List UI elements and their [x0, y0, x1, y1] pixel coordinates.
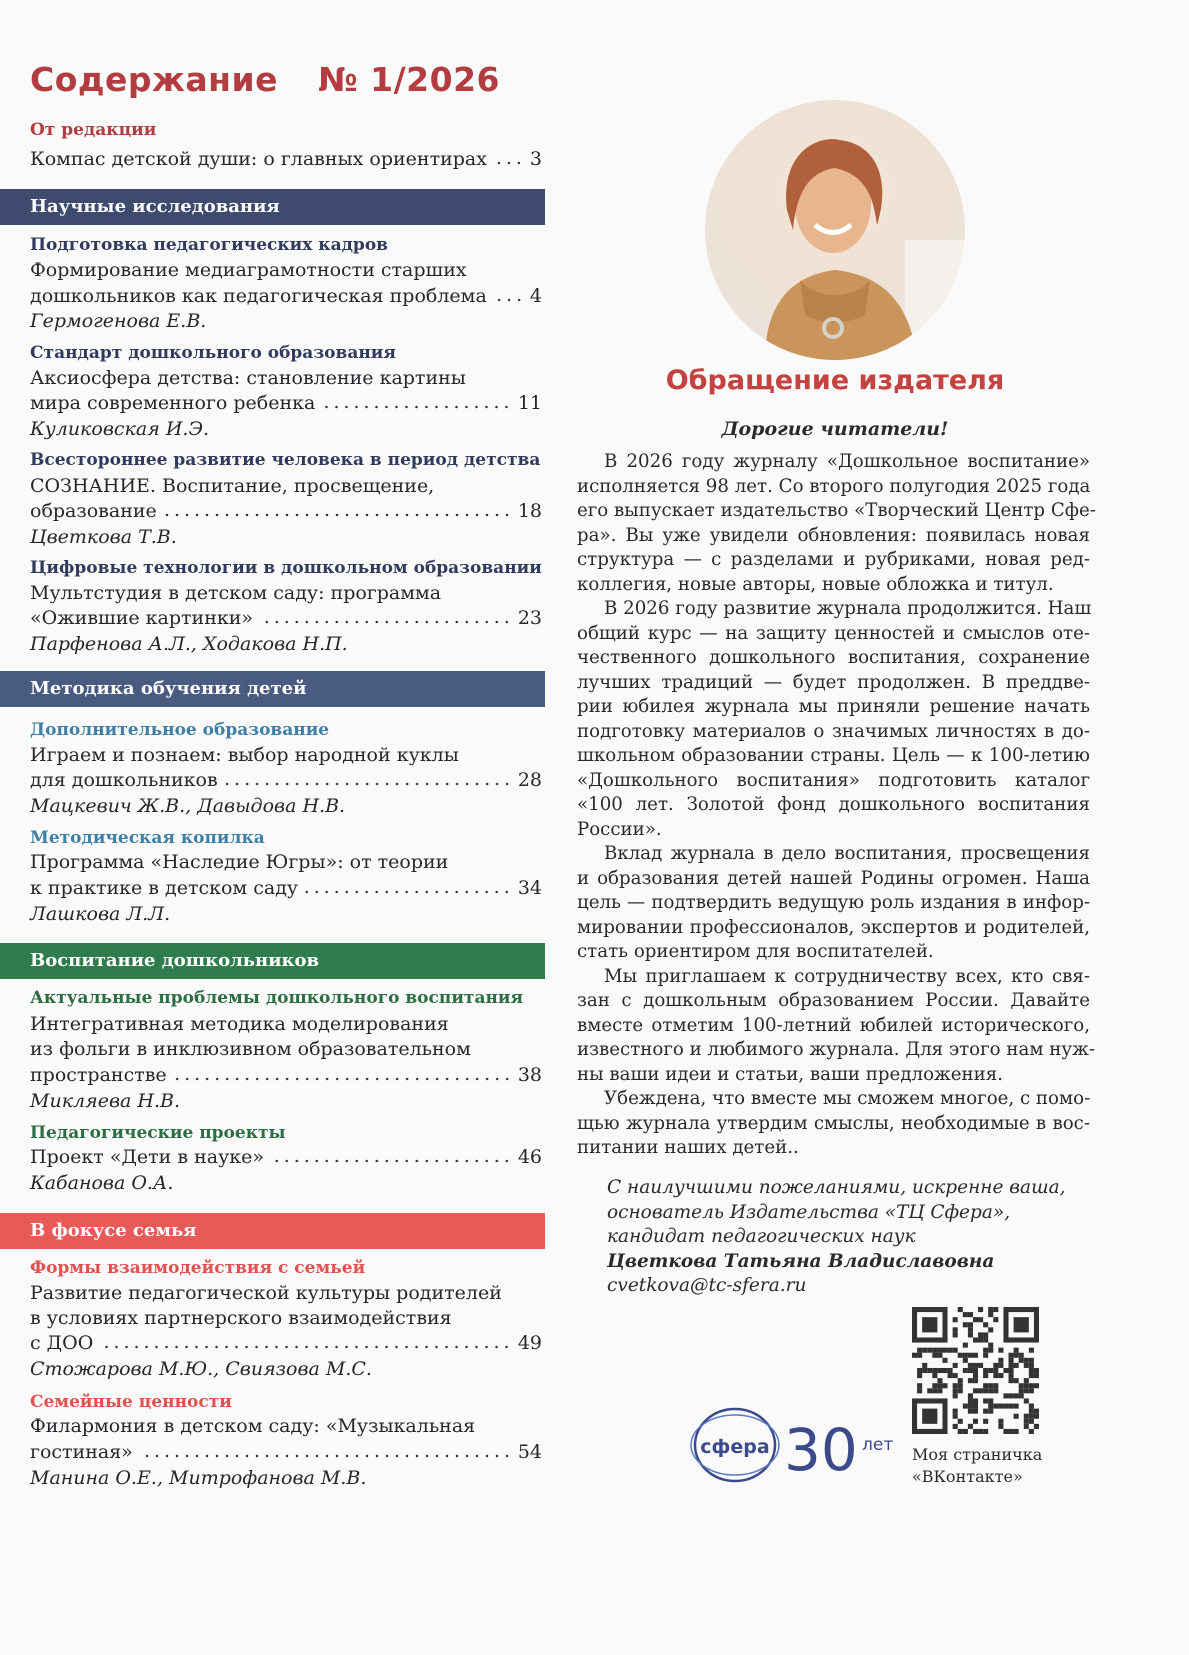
dot-leader [139, 1454, 512, 1458]
dot-leader [493, 298, 524, 302]
letter-line: Вклад журнала в дело воспитания, просвещения [604, 843, 1090, 864]
toc-entry-title: для дошкольников [30, 769, 218, 791]
toc-page-number: 3 [529, 148, 542, 170]
toc-rubric: Формы взаимодействия с семьей [30, 1258, 366, 1278]
greeting: Дорогие читатели! [721, 418, 949, 440]
toc-page-number: 46 [517, 1146, 542, 1168]
letter-line: рии юбилея журнала мы приняли решение начать [577, 696, 1090, 717]
toc-entry-line[interactable] [30, 258, 542, 282]
dot-leader [259, 620, 512, 624]
toc-section-bar: Воспитание дошкольников [0, 943, 545, 979]
toc-rubric: Стандарт дошкольного образования [30, 343, 396, 363]
signature-email[interactable]: cvetkova@tc-sfera.ru [607, 1275, 807, 1296]
toc-entry-line[interactable] [30, 768, 542, 792]
toc-page-number: 49 [517, 1332, 542, 1354]
toc-entry-line[interactable] [30, 391, 542, 415]
qr-code[interactable] [912, 1307, 1039, 1434]
toc-entry-title: гостиная» [30, 1441, 133, 1463]
letter-line: Мы приглашаем к сотрудничеству всех, кто свя- [604, 965, 1090, 987]
dot-leader [163, 513, 512, 517]
issue-number: № 1/2026 [317, 60, 501, 99]
toc-authors: Манина О.Е., Митрофанова М.В. [30, 1467, 367, 1489]
toc-entry-title: СОЗНАНИЕ. Воспитание, просвещение, [30, 475, 435, 497]
publisher-photo [705, 100, 965, 360]
dot-leader [224, 782, 512, 786]
toc-entry-line[interactable] [30, 1440, 542, 1464]
toc-authors: Гермогенова Е.В. [30, 310, 207, 332]
toc-authors: Куликовская И.Э. [30, 418, 210, 440]
letter-line: Убеждена, что вместе мы сможем многое, с помо- [604, 1088, 1091, 1109]
toc-rubric: Цифровые технологии в дошкольном образовании [30, 558, 542, 578]
toc-entry-line[interactable] [30, 606, 542, 630]
toc-authors: Лашкова Л.Л. [30, 903, 171, 925]
page-title [30, 60, 500, 99]
toc-authors: Парфенова А.Л., Ходакова Н.П. [30, 633, 348, 655]
toc-page-number: 4 [529, 285, 542, 307]
toc-page-number: 34 [517, 877, 542, 899]
publisher-letter-body [577, 450, 1096, 1161]
letter-line: структура — с разделами и рубриками, новая ред- [577, 549, 1090, 570]
toc-entry-title: Аксиосфера детства: становление картины [30, 367, 466, 389]
logo-brand: сфера [700, 1436, 770, 1458]
letter-line: ны ваши идеи и статьи, ваши предложения. [577, 1063, 1004, 1085]
toc-entry-line[interactable] [30, 1306, 542, 1330]
toc-page-number: 18 [517, 500, 542, 522]
letter-line: В 2026 году журналу «Дошкольное воспитание» [604, 451, 1090, 472]
toc-entry-line[interactable] [30, 1063, 542, 1087]
toc-entry-line[interactable] [30, 366, 542, 390]
letter-line: чественного дошкольного воспитания, сохранение [577, 647, 1090, 668]
toc-page-number: 54 [517, 1441, 542, 1463]
toc-entry-line[interactable] [30, 499, 542, 523]
letter-line: цель — подтвердить ведущую роль издания в инфор- [577, 892, 1090, 913]
letter-line: общий курс — на защиту ценностей и смыслов оте- [577, 622, 1090, 644]
toc-entry-line[interactable] [30, 876, 542, 900]
logo-suffix: лет [862, 1435, 894, 1455]
signature-line: основатель Издательства «ТЦ Сфера», [607, 1201, 1011, 1223]
letter-line: вместе отметим 100-летний юбилей исторического, [577, 1014, 1090, 1036]
dot-leader [304, 890, 512, 894]
toc-page-number: 28 [517, 769, 542, 791]
contents-heading: Содержание [30, 60, 278, 99]
letter-line: исполняется 98 лет. Со второго полугодия 2025 года [577, 475, 1091, 497]
letter-line: зан с дошкольным образованием России. Давайте [577, 990, 1090, 1011]
logo-number: 30 [784, 1416, 858, 1484]
toc-authors: Стожарова М.Ю., Свиязова М.С. [30, 1358, 372, 1380]
dot-leader [321, 405, 511, 409]
letter-line: его выпускает издательство «Творческий Центр Сфе- [577, 500, 1096, 521]
toc-authors: Микляева Н.В. [30, 1090, 180, 1112]
toc-rubric: Актуальные проблемы дошкольного воспитания [30, 988, 524, 1008]
letter-line: подготовку материалов о значимых личностях в до- [577, 720, 1090, 742]
toc-authors: Цветкова Т.В. [30, 526, 177, 548]
toc-rubric: Дополнительное образование [30, 720, 330, 740]
toc-rubric: Семейные ценности [30, 1392, 232, 1412]
toc-entry-title: в условиях партнерского взаимодействия [30, 1307, 452, 1329]
signature-line: кандидат педагогических наук [607, 1226, 916, 1247]
signature-line: С наилучшими пожеланиями, искренне ваша, [607, 1177, 1066, 1198]
toc-entry-line[interactable] [30, 743, 542, 767]
dot-leader [493, 161, 524, 165]
toc-entry-line[interactable] [30, 1037, 542, 1061]
toc-page-number: 38 [517, 1064, 542, 1086]
toc-entry-title: Играем и познаем: выбор народной куклы [30, 744, 459, 766]
toc-section-bar: Научные исследования [0, 189, 545, 225]
signature-name: Цветкова Татьяна Владиславовна [607, 1250, 995, 1272]
toc-page-number: 23 [517, 607, 542, 629]
toc-entry-title: к практике в детском саду [30, 877, 299, 899]
sfera-30-logo [690, 1400, 900, 1490]
toc-rubric: Всестороннее развитие человека в период детства [30, 450, 541, 470]
toc-entry-title: Формирование медиаграмотности старших [30, 259, 467, 281]
toc-entry-title: из фольги в инклюзивном образовательном [30, 1038, 471, 1060]
toc-entry-line[interactable] [30, 850, 542, 874]
toc-rubric: От редакции [30, 120, 157, 140]
toc-section-bar: В фокусе семья [0, 1213, 545, 1249]
letter-line: России». [577, 818, 662, 840]
toc-entry-title: «Ожившие картинки» [30, 607, 254, 629]
toc-entry-line[interactable] [30, 147, 542, 171]
toc-page-number: 11 [517, 392, 542, 414]
toc-entry-line[interactable] [30, 284, 542, 308]
toc-entry-title: Филармония в детском саду: «Музыкальная [30, 1415, 476, 1437]
publisher-address-heading: Обращение издателя [665, 365, 1005, 396]
toc-entry-title: мира современного ребенка [30, 392, 316, 414]
toc-entry-title: пространстве [30, 1064, 167, 1086]
toc-entry-line[interactable] [30, 1414, 542, 1438]
qr-caption-line: «ВКонтакте» [912, 1467, 1023, 1486]
letter-line: щью журнала утвердим смыслы, необходимые в вос- [577, 1112, 1090, 1134]
toc-entry-line[interactable] [30, 474, 542, 498]
toc-entry-title: образование [30, 500, 157, 522]
letter-line: ра». Вы уже увидели обновления: появилась новая [577, 524, 1090, 546]
toc-entry-line[interactable] [30, 1331, 542, 1355]
toc-entry-title: Развитие педагогической культуры родителей [30, 1282, 502, 1304]
toc-entry-title: Интегративная методика моделирования [30, 1013, 449, 1035]
toc-rubric: Подготовка педагогических кадров [30, 235, 388, 255]
dot-leader [99, 1345, 512, 1349]
toc-entry-title: дошкольников как педагогическая проблема [30, 285, 487, 307]
toc-entry-title: с ДОО [30, 1332, 94, 1354]
letter-line: мировании профессионалов, экспертов и родителей, [577, 916, 1090, 938]
toc-entry-title: Компас детской души: о главных ориентирах [30, 148, 487, 170]
toc-entry-title: Проект «Дети в науке» [30, 1146, 265, 1168]
portrait-image [705, 100, 965, 360]
signature-block [607, 1176, 1066, 1299]
letter-line: известного и любимого журнала. Для этого нам нуж- [577, 1039, 1095, 1060]
letter-line: В 2026 году развитие журнала продолжится. Наш [604, 598, 1092, 619]
toc-entry-title: Мультстудия в детском саду: программа [30, 582, 442, 604]
toc-entry-title: Программа «Наследие Югры»: от теории [30, 851, 449, 873]
toc-authors: Кабанова О.А. [30, 1172, 174, 1194]
toc-entry-line[interactable] [30, 1281, 542, 1305]
dot-leader [270, 1159, 512, 1163]
qr-caption-line: Моя страничка [912, 1445, 1043, 1464]
toc-section-bar: Методика обучения детей [0, 671, 545, 707]
letter-line: «100 лет. Золотой фонд дошкольного воспитания [577, 794, 1090, 815]
toc-entry-line[interactable] [30, 1145, 542, 1169]
toc-rubric: Педагогические проекты [30, 1123, 286, 1143]
toc-rubric: Методическая копилка [30, 828, 265, 848]
letter-line: и образования детей нашей Родины огромен. Наша [577, 867, 1090, 889]
toc-entry-line[interactable] [30, 581, 542, 605]
letter-line: стать ориентиром для воспитателей. [577, 941, 934, 962]
letter-line: школьном образовании страны. Цель — к 100-летию [577, 745, 1090, 766]
letter-line: лучших традиций — будет продолжен. В преддве- [577, 671, 1090, 693]
toc-authors: Мацкевич Ж.В., Давыдова Н.В. [30, 795, 346, 817]
letter-line: коллегия, новые авторы, новые обложка и титул. [577, 573, 1054, 595]
qr-caption [912, 1444, 1042, 1488]
letter-line: «Дошкольного воспитания» подготовить каталог [577, 769, 1090, 791]
letter-line: питании наших детей.. [577, 1137, 799, 1158]
dot-leader [173, 1077, 512, 1081]
toc-entry-line[interactable] [30, 1012, 542, 1036]
